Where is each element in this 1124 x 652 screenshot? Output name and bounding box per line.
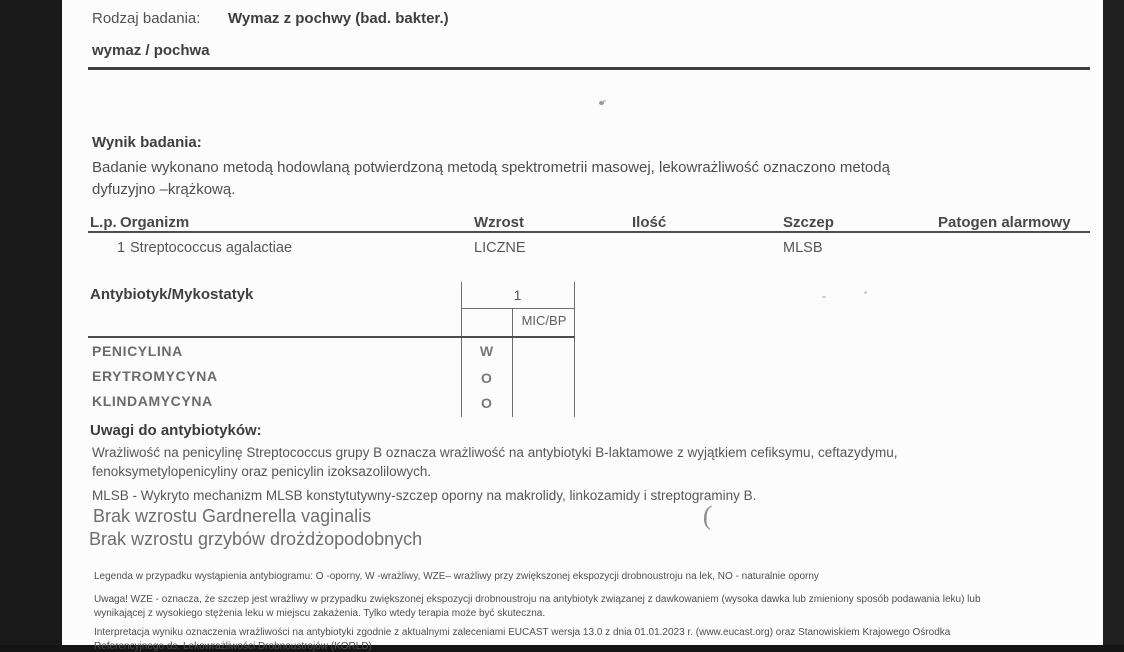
no-growth-statement: Brak wzrostu Gardnerella vaginalis [93, 506, 372, 526]
scan-speck [864, 291, 867, 294]
lab-report-page [62, 0, 1103, 652]
wze-footnote-line: wynikającej z wysokiego stężenia leku w miejscu zakażenia. Tylko wtedy terapia może być skuteczna. [94, 608, 546, 619]
mic-bp-header: MIC/BP [521, 313, 567, 328]
header-divider [88, 67, 1090, 70]
antibiotic-name: PENICYLINA [92, 343, 183, 359]
scan-border-left [0, 0, 62, 645]
method-text-line: dyfuzyjno –krążkową. [92, 181, 236, 198]
col-header-growth: Wzrost [474, 214, 524, 231]
no-growth-statement: Brak wzrostu grzybów drożdżopodobnych [89, 529, 423, 549]
organism-row-number: 1 [117, 240, 126, 256]
antibiotic-result: W [479, 343, 494, 359]
col-header-strain: Szczep [783, 214, 834, 231]
scan-pen-mark: ( [701, 499, 714, 531]
antibiotic-name: KLINDAMYCYNA [92, 393, 213, 409]
table-header-rule [88, 231, 1090, 233]
legend-footnote: Legenda w przypadku wystąpienia antybiogramu: O -oporny, W -wrażliwy, WZE– wrażliwy przy zwiększonej ekspozycji drobnoustroju na lek, NO - naturalnie oporny [94, 571, 819, 582]
isolate-number: 1 [513, 287, 522, 303]
scan-speck [599, 101, 604, 105]
antibiogram-grid-line [512, 308, 513, 417]
col-header-alert-pathogen: Patogen alarmowy [938, 214, 1071, 231]
antibiogram-rule [88, 336, 575, 338]
material-label: wymaz / pochwa [92, 42, 210, 59]
col-header-lp: L.p. [90, 214, 117, 231]
remark-text-line: fenoksymetylopenicyliny oraz penicylin izoksazolilowych. [92, 464, 432, 479]
scan-speck [822, 296, 826, 298]
method-text-line: Badanie wykonano metodą hodowlaną potwierdzoną metodą spektrometrii masowej, lekowrażliwość oznaczono metodą [92, 159, 890, 176]
exam-type-label: Rodzaj badania: [92, 10, 201, 27]
result-heading: Wynik badania: [92, 134, 202, 151]
exam-type-value: Wymaz z pochwy (bad. bakter.) [228, 10, 449, 27]
col-header-quantity: Ilość [632, 214, 667, 231]
antibiotic-result: O [481, 370, 492, 386]
col-header-organism: Organizm [120, 214, 190, 231]
antibiotic-result: O [481, 395, 492, 411]
mlsb-note: MLSB - Wykryto mechanizm MLSB konstytutywny-szczep oporny na makrolidy, linkozamidy i streptograminy B. [92, 488, 757, 503]
remarks-heading: Uwagi do antybiotyków: [90, 422, 262, 439]
remark-text-line: Wrażliwość na penicylinę Streptococcus grupy B oznacza wrażliwość na antybiotyki B-laktamowe z wyjątkiem cefiksymu, ceftazydymu, [92, 445, 898, 460]
organism-strain: MLSB [783, 240, 823, 256]
antibiogram-grid-line [461, 308, 575, 309]
antibiogram-grid-line [574, 282, 575, 417]
interpretation-footnote: Interpretacja wyniku oznaczenia wrażliwości na antybiotyki zgodnie z aktualnymi zaleceniami EUCAST wersja 13.0 z dnia 01.01.2023 r. (www.eucast.org) oraz Stanowiskiem Krajowego Ośrodka [94, 627, 951, 638]
interpretation-footnote-cut: Referencyjnego ds. Lekowrażliwości Drobnoustrojów (KORLD) [94, 641, 372, 652]
organism-growth: LICZNE [474, 240, 526, 256]
antibiogram-heading: Antybiotyk/Mykostatyk [90, 286, 254, 303]
antibiotic-name: ERYTROMYCYNA [92, 368, 218, 384]
scan-border-right [1103, 0, 1124, 645]
organism-name: Streptococcus agalactiae [130, 240, 293, 256]
wze-footnote-line: Uwaga! WZE - oznacza, że szczep jest wrażliwy w przypadku zwiększonej ekspozycji drobnoustroju na antybiotyk związanej z dawkowaniem (wysoka dawka lub zmieniony sposób podawania leku) lub [94, 594, 981, 605]
